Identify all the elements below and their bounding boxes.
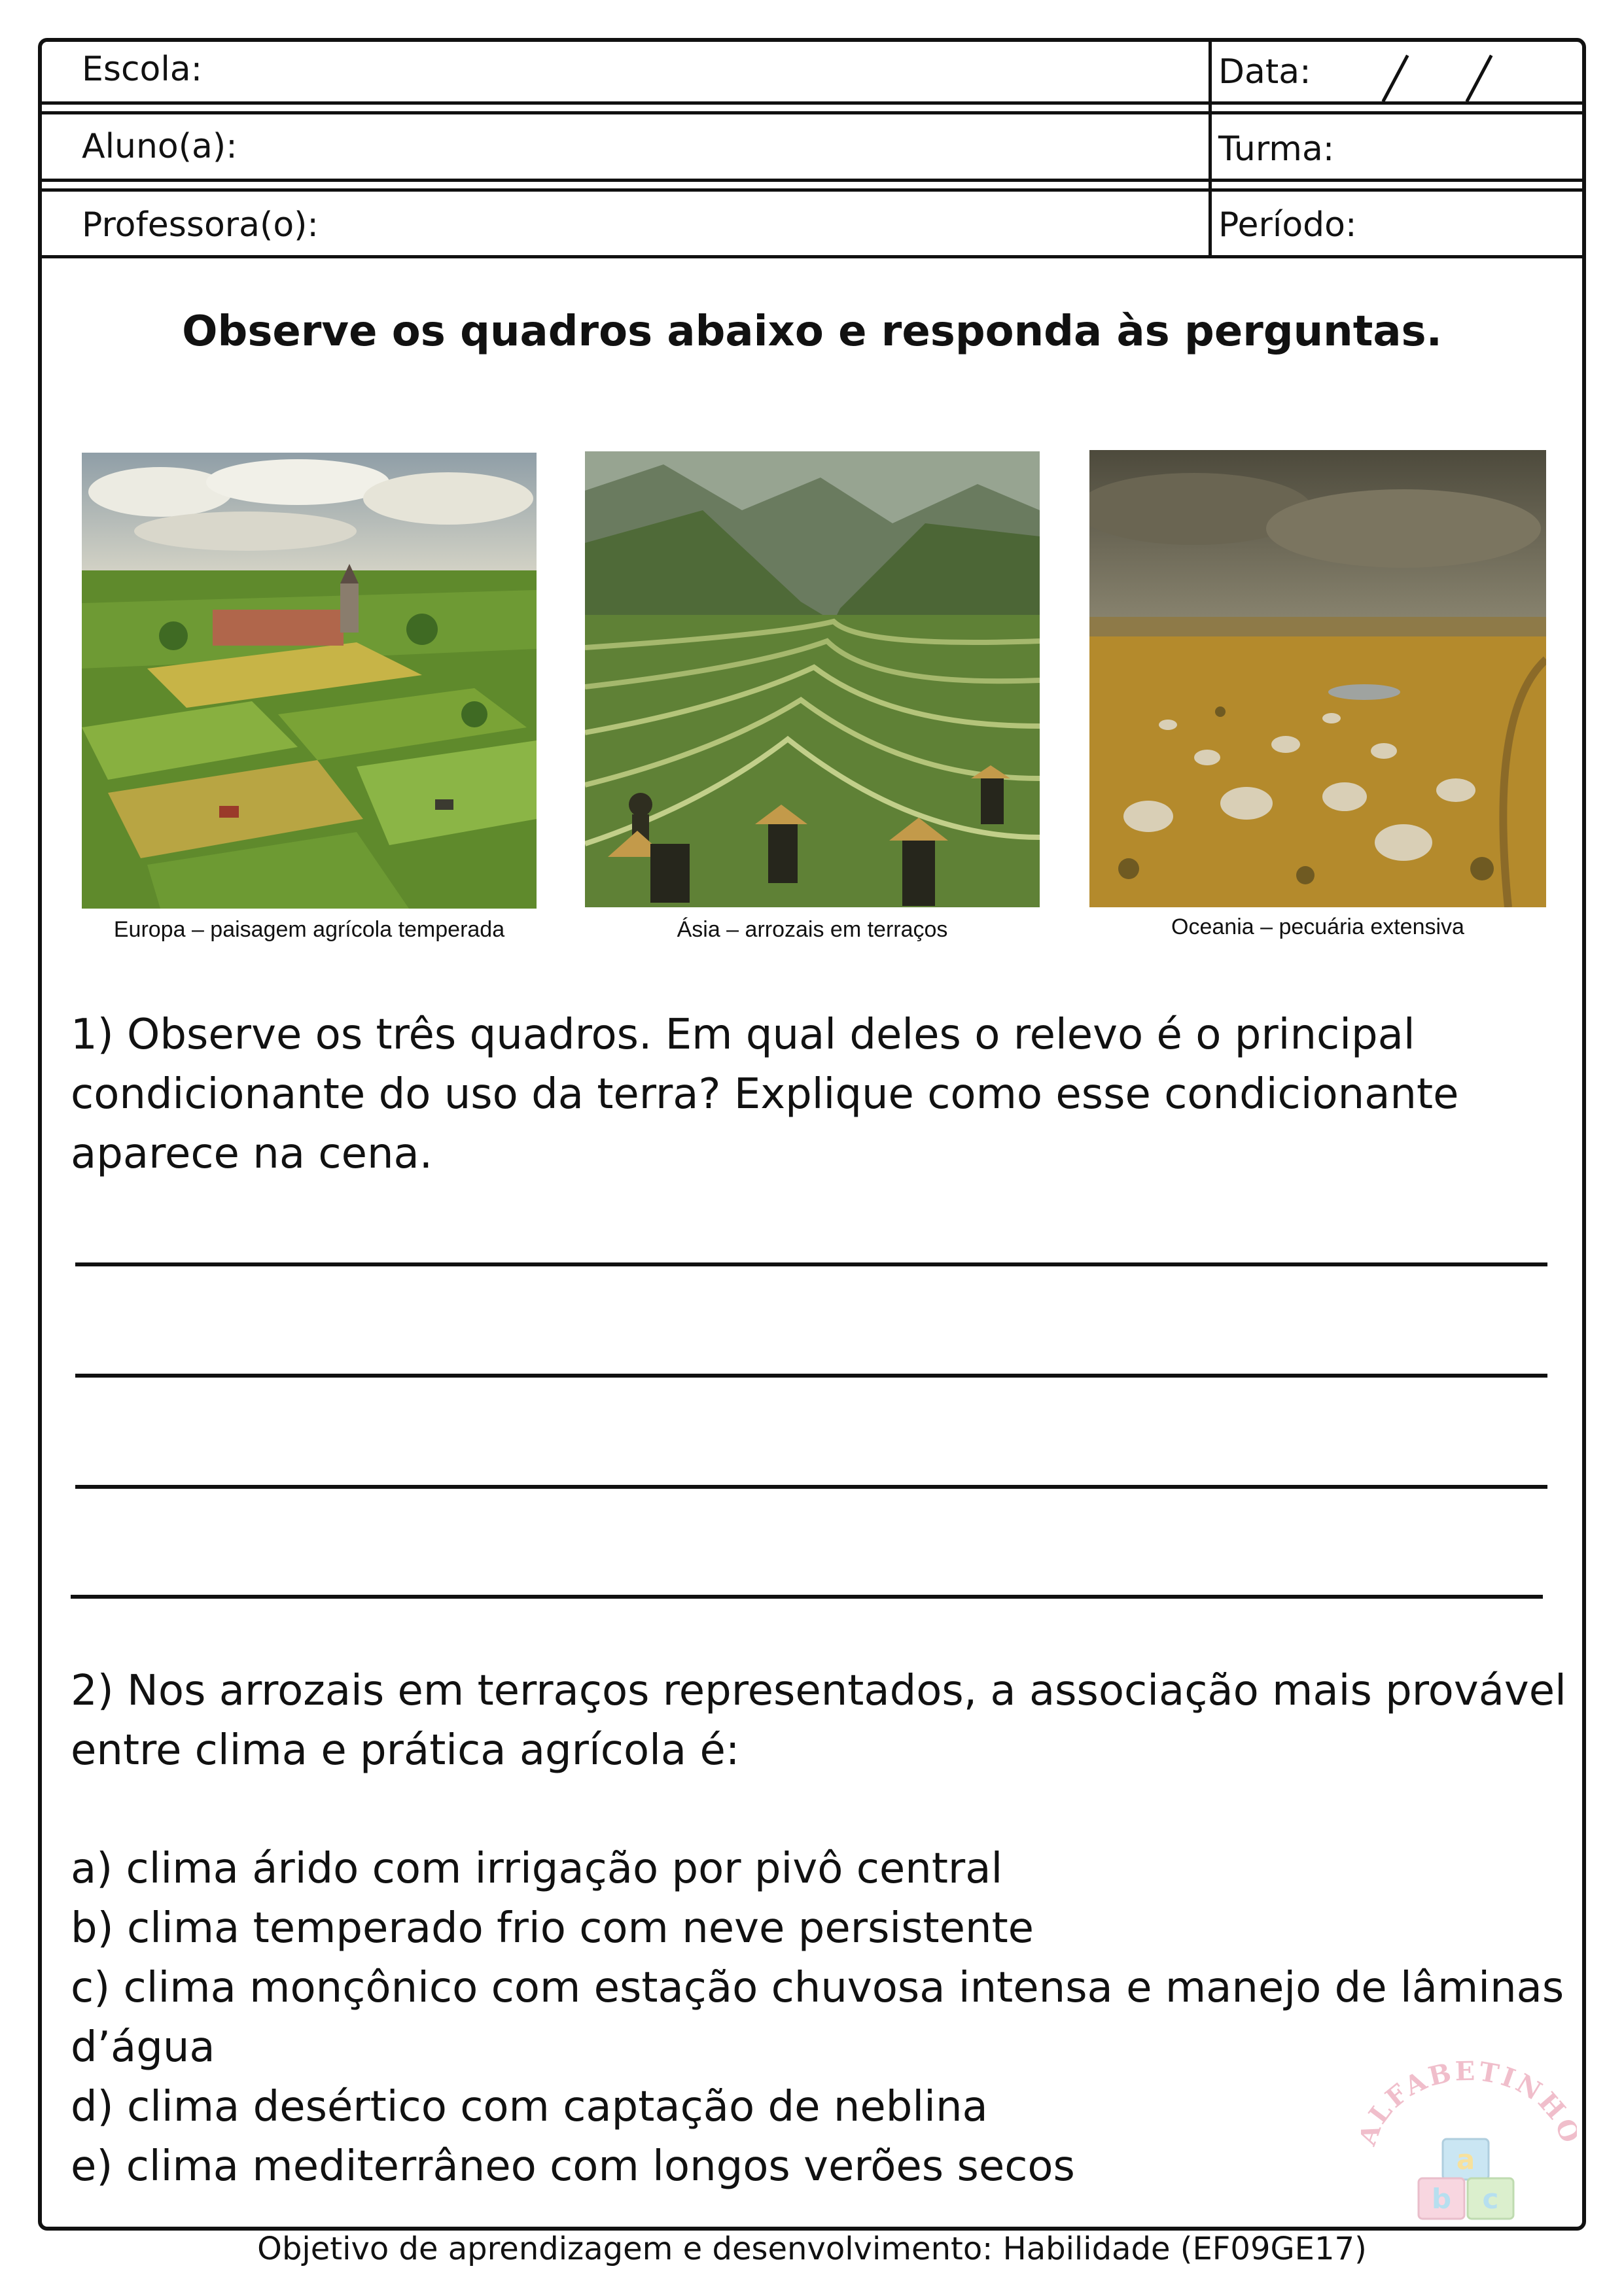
option-e[interactable]: e) clima mediterrâneo com longos verões secos	[71, 2142, 1075, 2191]
logo-text: LFABETINH	[1362, 2061, 1574, 2130]
option-d[interactable]: d) clima desértico com captação de neblina	[71, 2083, 988, 2131]
learning-objective-footer: Objetivo de aprendizagem e desenvolvimento: Habilidade (EF09GE17)	[257, 2231, 1367, 2267]
option-b[interactable]: b) clima temperado frio com neve persistente	[71, 1904, 1034, 1953]
escola-label: Escola:	[82, 50, 203, 89]
instruction-title: Observe os quadros abaixo e responda às perguntas.	[182, 307, 1442, 356]
alphabet-blocks-icon	[1419, 2139, 1513, 2219]
question-1-line: condicionante do uso da terra? Explique como esse condicionante	[71, 1070, 1459, 1119]
svg-text:c: c	[1482, 2183, 1499, 2215]
professora-label: Professora(o):	[82, 205, 319, 245]
answer-line[interactable]	[75, 1374, 1547, 1378]
option-a[interactable]: a) clima árido com irrigação por pivô central	[71, 1845, 1003, 1893]
periodo-label: Período:	[1218, 205, 1357, 245]
data-label: Data:	[1218, 52, 1311, 92]
question-1-line: 1) Observe os três quadros. Em qual deles o relevo é o principal	[71, 1011, 1415, 1059]
option-c[interactable]: c) clima monçônico com estação chuvosa intensa e manejo de lâminas	[71, 1964, 1564, 2012]
header-column-divider	[1209, 41, 1212, 256]
oceania-caption: Oceania – pecuária extensiva	[1171, 914, 1464, 939]
header-divider	[38, 188, 1586, 192]
header-divider	[38, 101, 1586, 105]
turma-label: Turma:	[1218, 130, 1335, 169]
answer-line[interactable]	[75, 1485, 1547, 1489]
header-divider	[38, 111, 1586, 114]
oceania-pasture-image	[1089, 450, 1546, 907]
svg-text:a: a	[1456, 2144, 1475, 2176]
question-1-line: aparece na cena.	[71, 1130, 433, 1178]
question-2-line: entre clima e prática agrícola é:	[71, 1726, 740, 1775]
header-divider	[38, 255, 1586, 258]
option-c-continued[interactable]: d’água	[71, 2023, 215, 2072]
answer-line[interactable]	[75, 1262, 1547, 1266]
asia-terraces-image	[585, 451, 1040, 907]
svg-text:ALFABETINHO	[1361, 2061, 1577, 2150]
europe-farmland-image	[82, 453, 537, 909]
europe-caption: Europa – paisagem agrícola temperada	[113, 917, 505, 942]
asia-caption: Ásia – arrozais em terraços	[677, 917, 948, 942]
header-divider	[38, 179, 1586, 182]
answer-line[interactable]	[71, 1595, 1543, 1599]
svg-text:b: b	[1431, 2183, 1452, 2215]
aluno-label: Aluno(a):	[82, 127, 238, 166]
alfabetinho-logo	[1361, 2061, 1577, 2224]
question-2-line: 2) Nos arrozais em terraços representados, a associação mais provável	[71, 1667, 1566, 1715]
